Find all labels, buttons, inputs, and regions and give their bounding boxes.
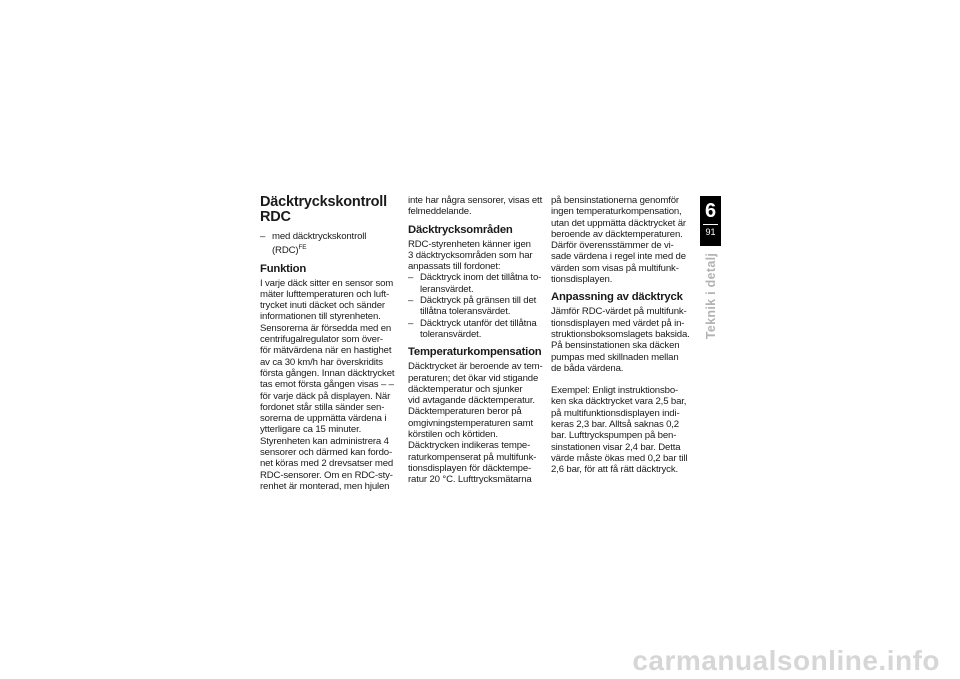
text-line: ken ska däcktrycket vara 2,5 bar, [551,396,687,408]
text-line: Däcktrycket är beroende av tem- [408,361,543,373]
text-line: beroende av däcktemperaturen. [551,228,683,240]
chapter-number: 6 [704,200,717,222]
tab-divider [703,224,718,225]
list-item-line: Däcktryck utanför det tillåtna [420,317,537,329]
list-item [408,295,548,318]
text-line: ingen temperaturkompensation, [551,206,682,218]
text-line: värde måste ökas med 0,2 bar till [551,452,688,464]
text-line: tionsdisplayen. [551,274,613,286]
text-line: värden som visas på multifunk- [551,262,679,274]
equipment-note-item [260,231,400,257]
section-title [260,195,400,225]
equipment-note-line: med däcktryckskontroll [272,231,367,242]
page-number: 91 [705,227,716,237]
text-line: omgivningstemperaturen samt [408,417,533,429]
anpassning-heading: Anpassning av däcktryck [551,291,683,304]
omraden-paragraph [408,239,548,273]
text-line: sorerna de uppmätta värdena i [260,413,387,425]
text-line: körstilen och körtiden. [408,429,498,441]
chapter-side-label: Teknik i detalj [704,252,718,340]
anpassning-paragraph [551,306,691,374]
text-line: Däcktrycken indikeras tempe- [408,440,531,452]
text-line: för varje däck på displayen. När [260,390,391,402]
text-line: ratur 20 °C. Lufttrycksmätarna [408,474,532,486]
equipment-superscript: FE [298,244,307,252]
text-line: Jämför RDC-värdet på multifunk- [551,306,687,318]
text-line: renhet är monterad, men hjulen [260,480,390,492]
text-line: sade värdena i regel inte med de [551,251,686,263]
list-item-line: tillåtna toleransvärdet. [420,306,511,318]
text-column-2 [408,195,548,486]
text-line: pumpas med skillnaden mellan [551,351,679,363]
section-title-line: Däcktryckskontroll [260,194,387,210]
funktion-paragraph [260,278,400,493]
text-line: anpassats till fordonet: [408,261,501,273]
text-line: bar. Lufttryckspumpen på ben- [551,430,677,442]
list-item [408,318,548,341]
text-line: på bensinstationerna genomför [551,195,679,206]
text-line: 2,6 bar, för att få rätt däcktryck. [551,464,678,476]
text-line: fordonet står stilla sänder sen- [260,401,385,413]
text-line: struktionsboksomslagets baksida. [551,328,690,340]
text-line: Däcktemperaturen beror på [408,406,522,418]
equipment-note-code: (RDC) [272,245,299,257]
text-line: Styrenheten kan administrera 4 [260,435,389,447]
text-line: 3 däcktrycksområden som har [408,249,533,261]
paragraph-gap [551,374,691,385]
section-title-line: RDC [260,209,291,225]
text-line: Därför överensstämmer de vi- [551,240,674,252]
equipment-note [260,231,400,257]
dash-bullet: – [408,317,414,329]
text-line: I varje däck sitter en sensor som [260,277,394,289]
text-line: av ca 30 km/h har överskridits [260,356,383,368]
text-line: vid avtagande däcktemperatur. [408,395,535,407]
continued-paragraph [408,195,548,218]
text-column-3 [551,195,691,476]
text-line: centrifugalregulator som över- [260,334,383,346]
text-line: för mätvärdena när en hastighet [260,345,392,357]
temperature-paragraph [408,361,548,485]
dash-bullet: – [260,231,266,242]
list-item-line: Däcktryck inom det tillåtna to- [420,272,542,284]
text-line: inte har några sensorer, visas ett [408,195,543,206]
text-line: tionsdisplayen för däcktempe- [408,462,532,474]
dash-bullet: – [408,272,414,284]
text-line: Exempel: Enligt instruktionsbo- [551,385,679,397]
text-line: ytterligare ca 15 minuter. [260,424,362,436]
text-line: på multifunktionsdisplayen indi- [551,407,680,419]
text-line: tas emot första gången visas – – [260,379,394,391]
watermark: carmanualsonline.info [632,645,940,676]
text-line: RDC-styrenheten känner igen [408,238,531,250]
equipment-note-line-2 [272,242,400,256]
text-line: RDC-sensorer. Om en RDC-sty- [260,469,393,481]
text-line: På bensinstationen ska däcken [551,340,680,352]
text-line: Sensorerna är försedda med en [260,322,392,334]
list-item-line: toleransvärdet. [420,328,482,340]
text-line: mäter lufttemperaturen och luft- [260,288,390,300]
text-line: sinstationen visar 2,4 bar. Detta [551,441,681,453]
list-item [408,272,548,295]
funktion-heading: Funktion [260,262,307,275]
omraden-heading: Däcktrycksområden [408,223,513,236]
text-line: felmeddelande. [408,206,472,218]
text-line: informationen till styrenheten. [260,311,381,323]
text-line: trycket inuti däcket och sänder [260,300,385,312]
list-item-line: leransvärdet. [420,283,474,295]
text-column-1 [260,195,400,492]
example-paragraph [551,385,691,475]
text-line: första gången. Innan däcktrycket [260,367,395,379]
continued-paragraph [551,195,691,285]
text-line: net köras med 2 drevsatser med [260,458,394,470]
text-line: däcktemperatur och sjunker [408,383,523,395]
temperature-heading: Temperaturkompensation [408,346,542,359]
pressure-range-list [408,272,548,340]
dash-bullet: – [408,295,414,307]
text-line: de båda värdena. [551,362,624,374]
text-line: tionsdisplayen med värdet på in- [551,317,685,329]
chapter-tab [700,196,721,246]
text-line: keras 2,3 bar. Alltså saknas 0,2 [551,419,679,431]
list-item-line: Däcktryck på gränsen till det [420,295,537,307]
text-line: sensorer och därmed kan fordo- [260,447,393,459]
text-line: peraturen; det ökar vid stigande [408,372,539,384]
text-line: raturkompenserat på multifunk- [408,451,537,463]
text-line: utan det uppmätta däcktrycket är [551,217,686,229]
